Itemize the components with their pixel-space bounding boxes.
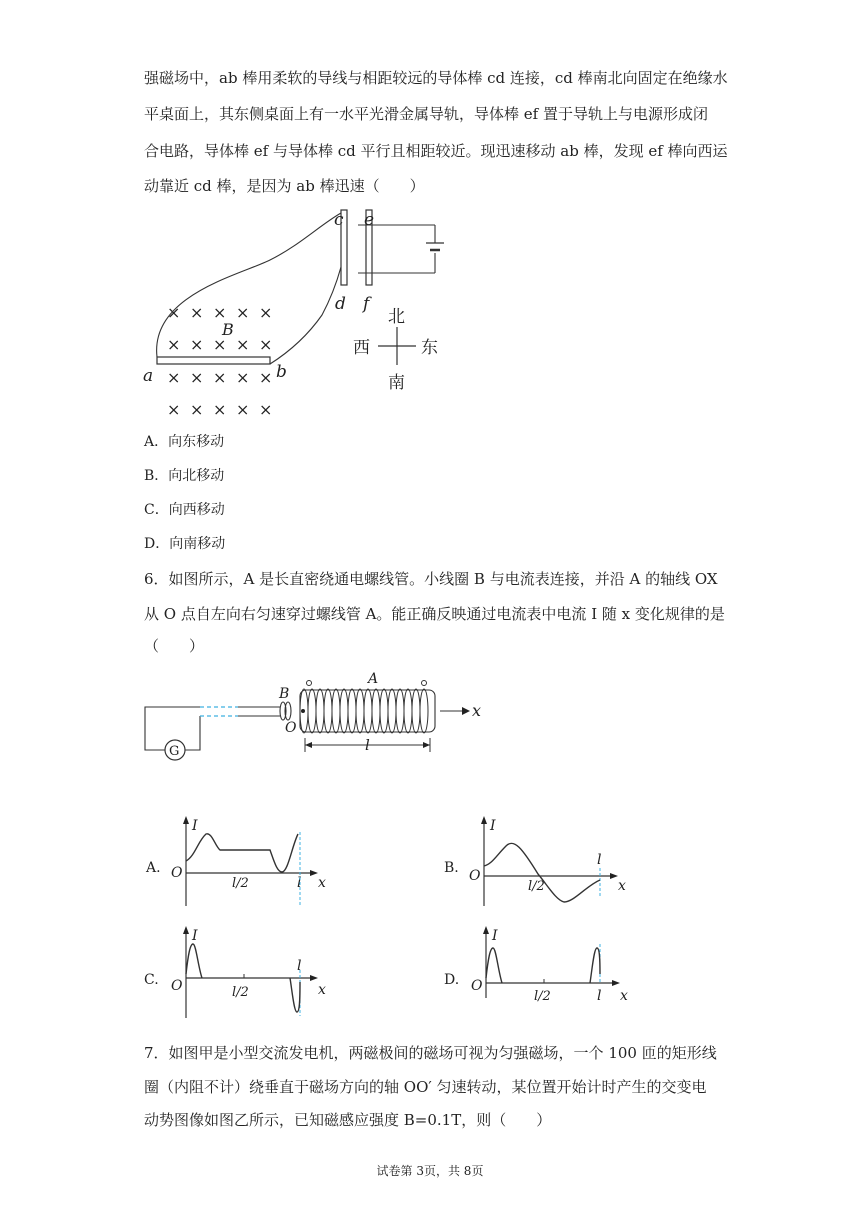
q6-solenoid-figure: [0, 670, 860, 770]
x-axis-arrow: [462, 707, 470, 715]
solenoid-terminal-left: [307, 681, 312, 686]
q5-line-3: 合电路，导体棒 ef 与导体棒 cd 平行且相距较近。现迅速移动 ab 棒，发现 ef 棒向西运: [144, 142, 728, 160]
field-cross: ×: [236, 303, 250, 322]
graph-a-end: l: [297, 875, 302, 891]
dimension-arrow-left: [305, 742, 312, 748]
graph-d: [440, 926, 640, 1026]
graph-d-half: l/2: [534, 989, 551, 1004]
label-length-l: l: [365, 736, 370, 754]
q5-option-d: D．向南移动: [144, 536, 226, 552]
field-cross: ×: [236, 335, 250, 354]
label-e: e: [364, 210, 375, 230]
field-cross: ×: [190, 368, 204, 387]
compass-south: 南: [388, 373, 405, 393]
field-cross: ×: [190, 335, 204, 354]
graph-b-y-label: I: [490, 818, 496, 834]
field-cross: ×: [190, 303, 204, 322]
graph-c: [140, 926, 340, 1026]
graph-d-curve: [486, 948, 600, 983]
q7-line-2: 圈（内阻不计）绕垂直于磁场方向的轴 OO′ 匀速转动，某位置开始计时产生的交变电: [144, 1078, 707, 1096]
solenoid-turn: [380, 689, 388, 733]
graph-b-origin: O: [469, 868, 481, 884]
graph-d-y-label: I: [492, 928, 498, 944]
field-cross: ×: [259, 400, 273, 419]
field-cross: ×: [213, 335, 227, 354]
label-d: d: [335, 294, 346, 314]
field-cross: ×: [236, 400, 250, 419]
solenoid-turn: [332, 689, 340, 733]
field-cross: ×: [259, 335, 273, 354]
solenoid-turn: [356, 689, 364, 733]
galvanometer-label: G: [169, 744, 180, 759]
label-c: c: [334, 210, 344, 230]
label-B-field: B: [222, 320, 234, 339]
graph-a-half: l/2: [232, 876, 249, 891]
graph-c-y-label: I: [192, 928, 198, 944]
graph-a-y-label: I: [192, 818, 198, 834]
graph-b-end: l: [597, 852, 602, 868]
solenoid-turn: [404, 689, 412, 733]
graph-d-origin: O: [471, 978, 483, 994]
graph-c-end: l: [297, 958, 302, 974]
graph-b-x: x: [618, 878, 626, 894]
solenoid-terminal-right: [422, 681, 427, 686]
compass-east: 东: [421, 338, 438, 358]
graph-b: [440, 816, 640, 916]
q6-line-1: 6．如图所示，A 是长直密绕通电螺线管。小线圈 B 与电流表连接，并沿 A 的轴线 OX: [144, 570, 718, 588]
q5-line-1: 强磁场中，ab 棒用柔软的导线与相距较远的导体棒 cd 连接，cd 棒南北向固定在绝缘水: [144, 69, 728, 87]
graph-a-x-arrow: [310, 870, 318, 876]
solenoid-turn: [372, 689, 380, 733]
q5-option-c: C．向西移动: [144, 502, 225, 518]
graph-c-x: x: [318, 982, 326, 998]
solenoid-turn: [316, 689, 324, 733]
field-cross: ×: [259, 303, 273, 322]
wire-lower: [270, 267, 341, 364]
solenoid-turn: [420, 689, 428, 733]
field-cross: ×: [213, 303, 227, 322]
q6-line-2: 从 O 点自左向右匀速穿过螺线管 A。能正确反映通过电流表中电流 I 随 x 变化规律的是: [144, 605, 725, 623]
field-cross: ×: [190, 400, 204, 419]
field-cross: ×: [167, 303, 181, 322]
solenoid-turn: [412, 689, 420, 733]
solenoid-turn: [348, 689, 356, 733]
graph-b-x-arrow: [610, 873, 618, 879]
label-solenoid-a: A: [368, 671, 379, 687]
graph-d-x-arrow: [612, 980, 620, 986]
magnetic-field-crosses: [167, 303, 272, 419]
q6-line-3: （ ）: [144, 637, 205, 655]
solenoid-turn: [308, 689, 316, 733]
label-coil-b: B: [279, 686, 290, 702]
solenoid-turn: [388, 689, 396, 733]
q7-line-1: 7．如图甲是小型交流发电机，两磁极间的磁场可视为匀强磁场，一个 100 匝的矩形线: [144, 1044, 717, 1062]
solenoid-turn: [324, 689, 332, 733]
label-a: a: [143, 366, 154, 386]
q5-option-b: B．向北移动: [144, 468, 225, 484]
field-cross: ×: [167, 335, 181, 354]
ab-rod: [157, 357, 270, 364]
q7-line-3: 动势图像如图乙所示，已知磁感应强度 B=0.1T，则（ ）: [144, 1111, 552, 1129]
graph-a-x: x: [318, 875, 326, 891]
dimension-arrow-right: [423, 742, 430, 748]
galvanometer-wire-inner: [185, 716, 200, 750]
graph-a-origin: O: [171, 865, 183, 881]
solenoid-a: [300, 689, 435, 733]
graph-c-origin: O: [171, 978, 183, 994]
field-cross: ×: [213, 368, 227, 387]
solenoid-turn: [340, 689, 348, 733]
graph-b-half: l/2: [528, 879, 545, 894]
graph-d-option: D.: [444, 972, 460, 988]
label-origin-o: O: [285, 720, 297, 736]
graph-d-x: x: [620, 988, 628, 1004]
field-cross: ×: [167, 400, 181, 419]
graph-b-option: B.: [444, 860, 459, 876]
solenoid-body: [300, 690, 435, 732]
field-cross: ×: [167, 368, 181, 387]
graph-a-curve: [186, 834, 298, 872]
page-footer: 试卷第 3页，共 8页: [376, 1164, 484, 1178]
graph-c-option: C.: [144, 972, 159, 988]
field-cross: ×: [236, 368, 250, 387]
graph-c-y-arrow: [183, 926, 189, 934]
graph-b-y-arrow: [481, 816, 487, 824]
label-f: f: [363, 294, 370, 314]
q5-figure: [0, 205, 860, 425]
q5-line-2: 平桌面上，其东侧桌面上有一水平光滑金属导轨，导体棒 ef 置于导轨上与电源形成闭: [144, 105, 708, 123]
solenoid-turn: [396, 689, 404, 733]
graph-c-x-arrow: [310, 975, 318, 981]
compass-west: 西: [353, 338, 370, 358]
field-cross: ×: [213, 400, 227, 419]
q5-option-a: A．向东移动: [144, 434, 225, 450]
label-x: x: [472, 701, 482, 720]
graph-c-half: l/2: [232, 985, 249, 1000]
graph-a: [140, 816, 340, 916]
axis-dot: [301, 709, 305, 713]
graph-a-y-arrow: [183, 816, 189, 824]
q5-line-4: 动靠近 cd 棒，是因为 ab 棒迅速（ ）: [144, 177, 425, 195]
field-cross: ×: [259, 368, 273, 387]
graph-d-end: l: [597, 988, 602, 1004]
compass-north: 北: [388, 307, 405, 327]
solenoid-turn: [364, 689, 372, 733]
graph-a-option: A.: [146, 860, 161, 876]
label-b: b: [276, 362, 287, 382]
graph-d-y-arrow: [483, 926, 489, 934]
